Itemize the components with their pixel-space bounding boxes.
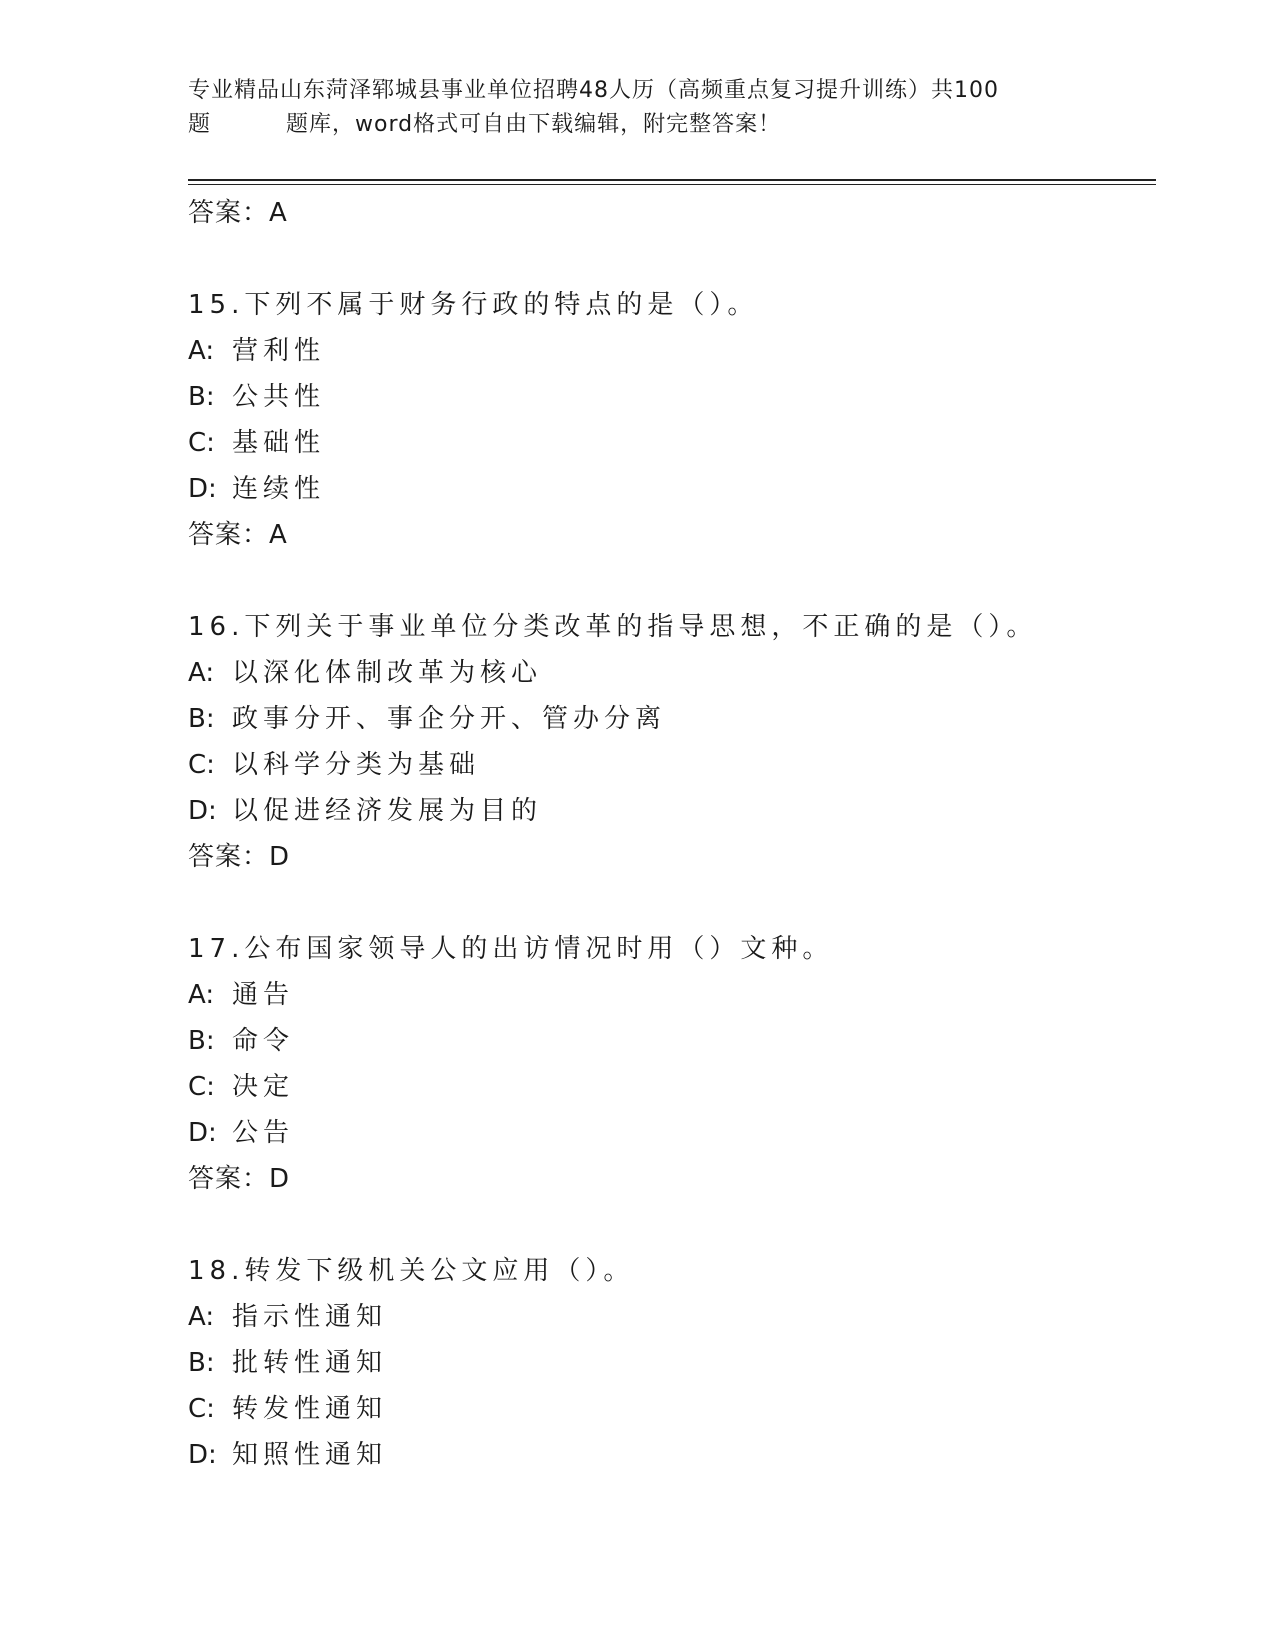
page-header xyxy=(188,74,1148,142)
option-text: 公告 xyxy=(232,1118,295,1148)
option-text: 指示性通知 xyxy=(232,1302,388,1332)
option-a xyxy=(188,650,1148,696)
option-text: 以深化体制改革为核心 xyxy=(232,658,543,688)
option-label: C: xyxy=(188,1394,215,1424)
option-label: D: xyxy=(188,1440,217,1470)
question-stem: 18.转发下级机关公文应用（）。 xyxy=(188,1256,635,1286)
header-divider-thick xyxy=(188,179,1156,181)
option-text: 连续性 xyxy=(232,474,326,504)
option-text: 以促进经济发展为目的 xyxy=(232,796,543,826)
question-block xyxy=(188,604,1148,880)
option-text: 转发性通知 xyxy=(232,1394,388,1424)
option-c xyxy=(188,1064,1148,1110)
option-label: D: xyxy=(188,1118,217,1148)
option-label: A: xyxy=(188,980,215,1010)
option-text: 基础性 xyxy=(232,428,326,458)
option-text: 营利性 xyxy=(232,336,326,366)
option-a xyxy=(188,1294,1148,1340)
option-label: D: xyxy=(188,474,217,504)
option-text: 政事分开、事企分开、管办分离 xyxy=(232,704,667,734)
option-d xyxy=(188,1432,1148,1478)
option-label: A: xyxy=(188,336,215,366)
option-text: 命令 xyxy=(232,1026,295,1056)
question-list xyxy=(188,190,1148,1478)
option-c xyxy=(188,742,1148,788)
option-text: 决定 xyxy=(232,1072,295,1102)
option-text: 公共性 xyxy=(232,382,326,412)
option-label: A: xyxy=(188,1302,215,1332)
question-block xyxy=(188,926,1148,1202)
option-label: B: xyxy=(188,704,215,734)
option-c xyxy=(188,1386,1148,1432)
option-label: A: xyxy=(188,658,215,688)
option-text: 批转性通知 xyxy=(232,1348,388,1378)
question-block xyxy=(188,282,1148,558)
header-divider-thin xyxy=(188,184,1156,185)
header-title-line2 xyxy=(188,108,1148,142)
option-label: D: xyxy=(188,796,217,826)
header-title-rest: 题库，word格式可自由下载编辑，附完整答案！ xyxy=(286,112,782,137)
option-label: B: xyxy=(188,1026,215,1056)
option-d xyxy=(188,1110,1148,1156)
option-a xyxy=(188,328,1148,374)
answer-line: 答案：A xyxy=(188,520,288,550)
option-d xyxy=(188,788,1148,834)
header-title-line1: 专业精品山东菏泽郓城县事业单位招聘48人历（高频重点复习提升训练）共100 xyxy=(188,78,999,103)
option-b xyxy=(188,1018,1148,1064)
header-title-lead: 题 xyxy=(188,112,212,137)
answer-line: 答案：D xyxy=(188,842,291,872)
option-b xyxy=(188,1340,1148,1386)
option-label: B: xyxy=(188,1348,215,1378)
question-stem: 16.下列关于事业单位分类改革的指导思想，不正确的是（）。 xyxy=(188,612,1038,642)
option-a xyxy=(188,972,1148,1018)
question-stem: 17.公布国家领导人的出访情况时用（）文种。 xyxy=(188,934,834,964)
option-label: C: xyxy=(188,750,215,780)
option-text: 知照性通知 xyxy=(232,1440,388,1470)
option-label: B: xyxy=(188,382,215,412)
option-b xyxy=(188,696,1148,742)
option-d xyxy=(188,466,1148,512)
question-stem: 15.下列不属于财务行政的特点的是（）。 xyxy=(188,290,759,320)
option-label: C: xyxy=(188,428,215,458)
option-text: 通告 xyxy=(232,980,295,1010)
answer-line: 答案：A xyxy=(188,198,288,228)
option-label: C: xyxy=(188,1072,215,1102)
answer-line: 答案：D xyxy=(188,1164,291,1194)
option-text: 以科学分类为基础 xyxy=(232,750,481,780)
option-b xyxy=(188,374,1148,420)
question-block xyxy=(188,1248,1148,1478)
option-c xyxy=(188,420,1148,466)
